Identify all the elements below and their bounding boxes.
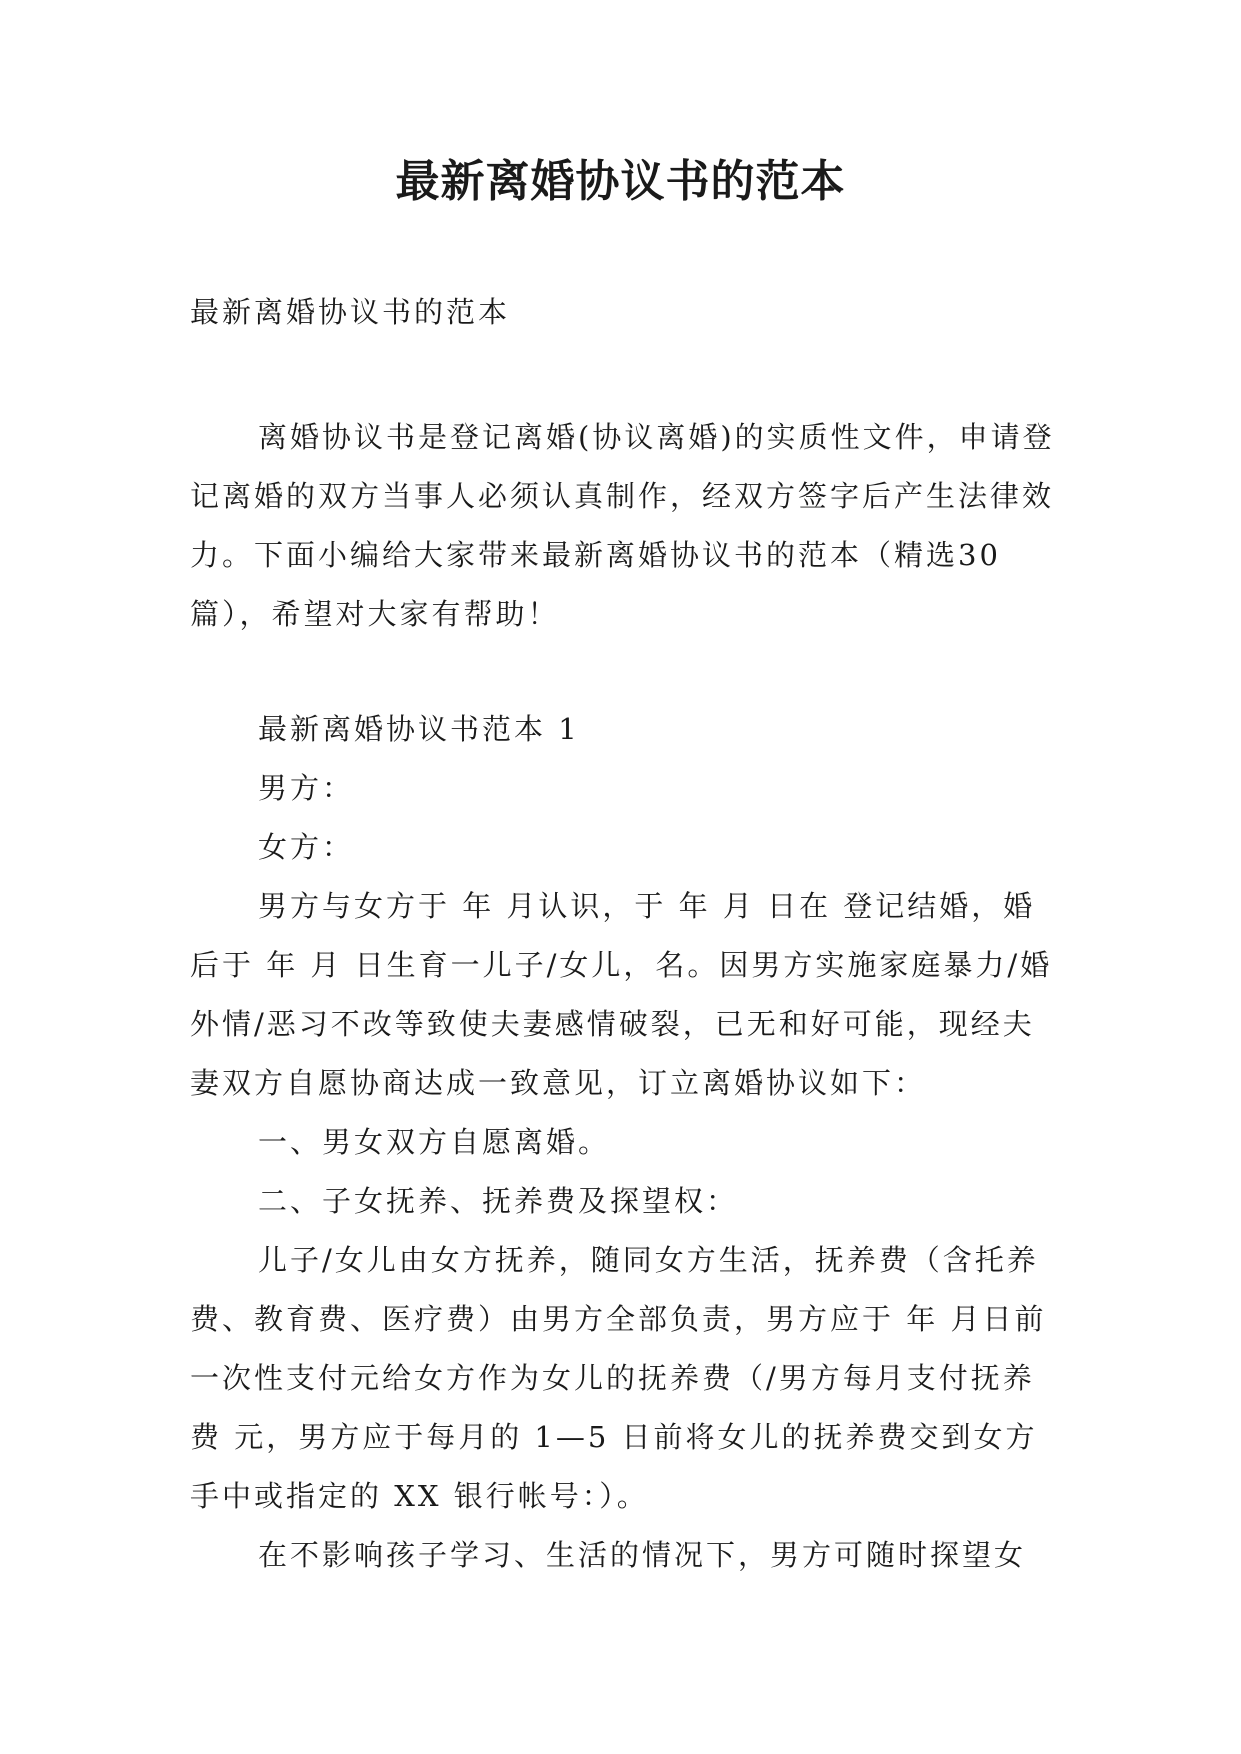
clause-1: 一、男女双方自愿离婚。 — [258, 1125, 611, 1159]
visitation-paragraph: 在不影响孩子学习、生活的情况下，男方可随时探望女 — [258, 1538, 1027, 1572]
custody-paragraph: 儿子/女儿由女方抚养，随同女方生活，抚养费（含托养费、教育费、医疗费）由男方全部负责，男方应于 年 月日前一次性支付元给女方作为女儿的抚养费（/男方每月支付抚养费 元，男方应于每月的 1—5 日前将女儿的抚养费交到女方手中或指定的 XX 银行帐号：）。 — [190, 1243, 1047, 1513]
husband-line: 男方： — [258, 771, 355, 805]
document-subtitle: 最新离婚协议书的范本 — [190, 295, 511, 329]
intro-paragraph: 离婚协议书是登记离婚(协议离婚)的实质性文件，申请登记离婚的双方当事人必须认真制作，经双方签字后产生法律效力。下面小编给大家带来最新离婚协议书的范本（精选30篇），希望对大家有帮助！ — [190, 420, 1055, 631]
background-paragraph: 男方与女方于 年 月认识，于 年 月 日在 登记结婚，婚后于 年 月 日生育一儿子/女儿，名。因男方实施家庭暴力/婚外情/恶习不改等致使夫妻感情破裂，已无和好可能，现经夫妻双方自愿协商达成一致意见，订立离婚协议如下： — [190, 889, 1053, 1100]
section-heading: 最新离婚协议书范本 1 — [258, 712, 580, 746]
agreement-body — [190, 700, 1056, 1585]
wife-line: 女方： — [258, 830, 355, 864]
clause-2-heading: 二、子女抚养、抚养费及探望权： — [258, 1184, 739, 1218]
document-title: 最新离婚协议书的范本 — [395, 156, 846, 207]
